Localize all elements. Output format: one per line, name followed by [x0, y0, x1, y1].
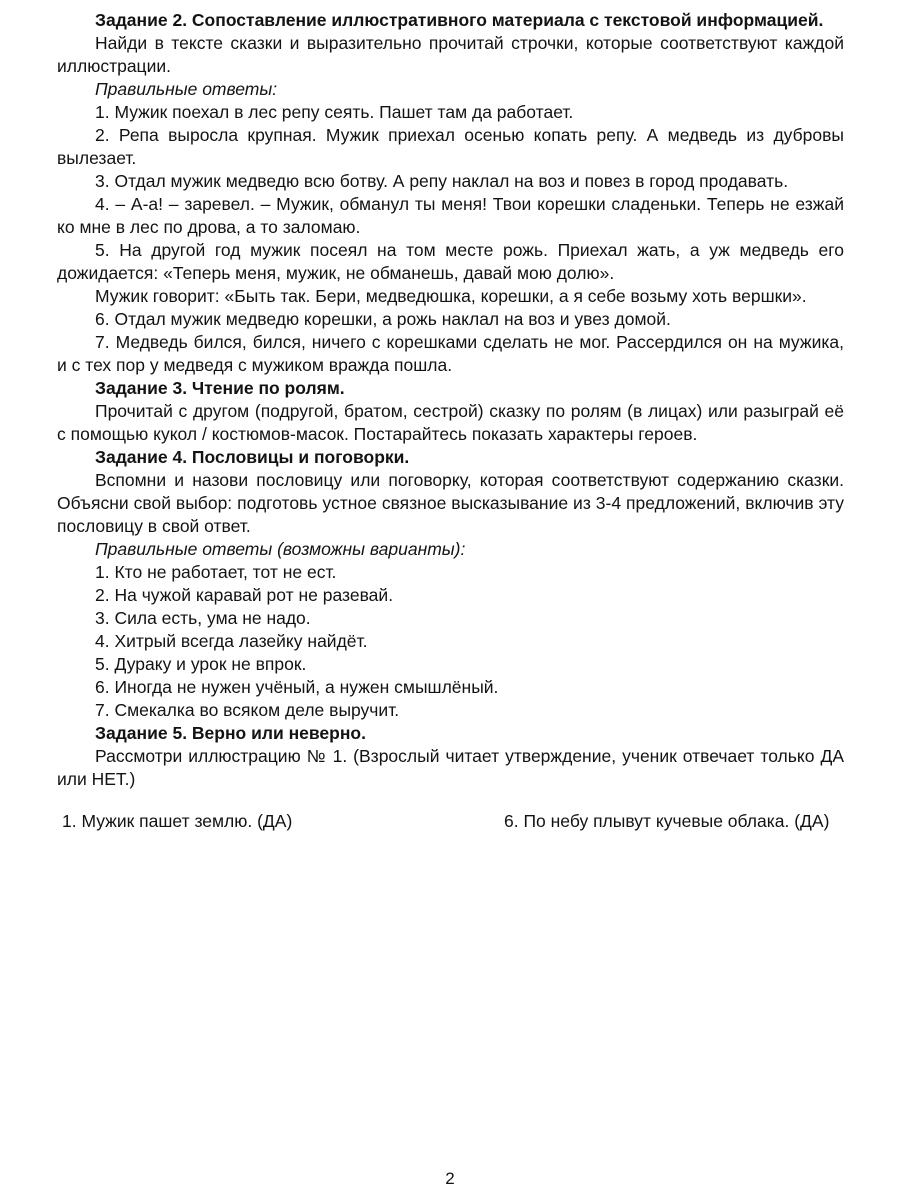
task3-heading: Задание 3. Чтение по ролям.: [95, 378, 345, 398]
task2-answer-item: 6. Отдал мужик медведю корешки, а рожь наклал на воз и увез домой.: [95, 309, 671, 329]
task4-answer-item: 7. Смекалка во всяком деле выручит.: [95, 700, 400, 720]
task2-answer-item: 2. Репа выросла крупная. Мужик приехал осенью копать репу. А медведь из дубровы вылезает.: [57, 125, 844, 168]
task5-statement-right: 6. По небу плывут кучевые облака. (ДА): [504, 811, 830, 831]
task4-answer-item: 5. Дураку и урок не впрок.: [95, 654, 307, 674]
task4-section: [57, 446, 844, 722]
task2-answer-item: 3. Отдал мужик медведю всю ботву. А репу наклал на воз и повез в город продавать.: [95, 171, 789, 191]
task4-answers-label: Правильные ответы (возможны варианты):: [95, 539, 466, 559]
task4-answer-item: 6. Иногда не нужен учёный, а нужен смышлёный.: [95, 677, 499, 697]
task5-heading: Задание 5. Верно или неверно.: [95, 723, 366, 743]
task2-answers-label: Правильные ответы:: [95, 79, 278, 99]
task4-heading: Задание 4. Пословицы и поговорки.: [95, 447, 410, 467]
task2-intro: Найди в тексте сказки и выразительно прочитай строчки, которые соответствуют каждой иллюстрации.: [57, 33, 844, 76]
task2-answer-item: Мужик говорит: «Быть так. Бери, медведюшка, корешки, а я себе возьму хоть вершки».: [95, 286, 807, 306]
task4-answer-item: 4. Хитрый всегда лазейку найдёт.: [95, 631, 368, 651]
task5-statement-left: 1. Мужик пашет землю. (ДА): [62, 811, 293, 831]
task5-statements-row: [57, 810, 844, 833]
task4-answer-item: 2. На чужой каравай рот не разевай.: [95, 585, 394, 605]
task4-answer-item: 3. Сила есть, ума не надо.: [95, 608, 311, 628]
page-number: 2: [445, 1169, 455, 1188]
task5-section: [57, 722, 844, 833]
task2-answer-item: 5. На другой год мужик посеял на том месте рожь. Приехал жать, а уж медведь его дожидается: «Теперь меня, мужик, не обманешь, давай мою долю».: [57, 240, 844, 283]
task3-intro: Прочитай с другом (подругой, братом, сестрой) сказку по ролям (в лицах) или разыграй её с помощью кукол / костюмов-масок. Постарайтесь показать характеры героев.: [57, 401, 844, 444]
task2-heading: Задание 2. Сопоставление иллюстративного материала с текстовой информацией.: [95, 10, 824, 30]
task2-answer-item: 4. – А-а! – заревел. – Мужик, обманул ты меня! Твои корешки сладеньки. Теперь не езжай ко мне в лес по дрова, а то заломаю.: [57, 194, 844, 237]
task4-answer-item: 1. Кто не работает, тот не ест.: [95, 562, 337, 582]
task2-answer-item: 1. Мужик поехал в лес репу сеять. Пашет там да работает.: [95, 102, 574, 122]
task2-answer-item: 7. Медведь бился, бился, ничего с корешками сделать не мог. Рассердился он на мужика, и с тех пор у медведя с мужиком вражда пошла.: [57, 332, 844, 375]
task5-intro: Рассмотри иллюстрацию № 1. (Взрослый читает утверждение, ученик отвечает только ДА или НЕТ.): [57, 746, 844, 789]
task4-intro: Вспомни и назови пословицу или поговорку, которая соответствуют содержанию сказки. Объясни свой выбор: подготовь устное связное высказывание из 3-4 предложений, включив эту пословицу в свой ответ.: [57, 470, 844, 536]
task3-section: [57, 377, 844, 446]
task2-section: [57, 9, 844, 377]
